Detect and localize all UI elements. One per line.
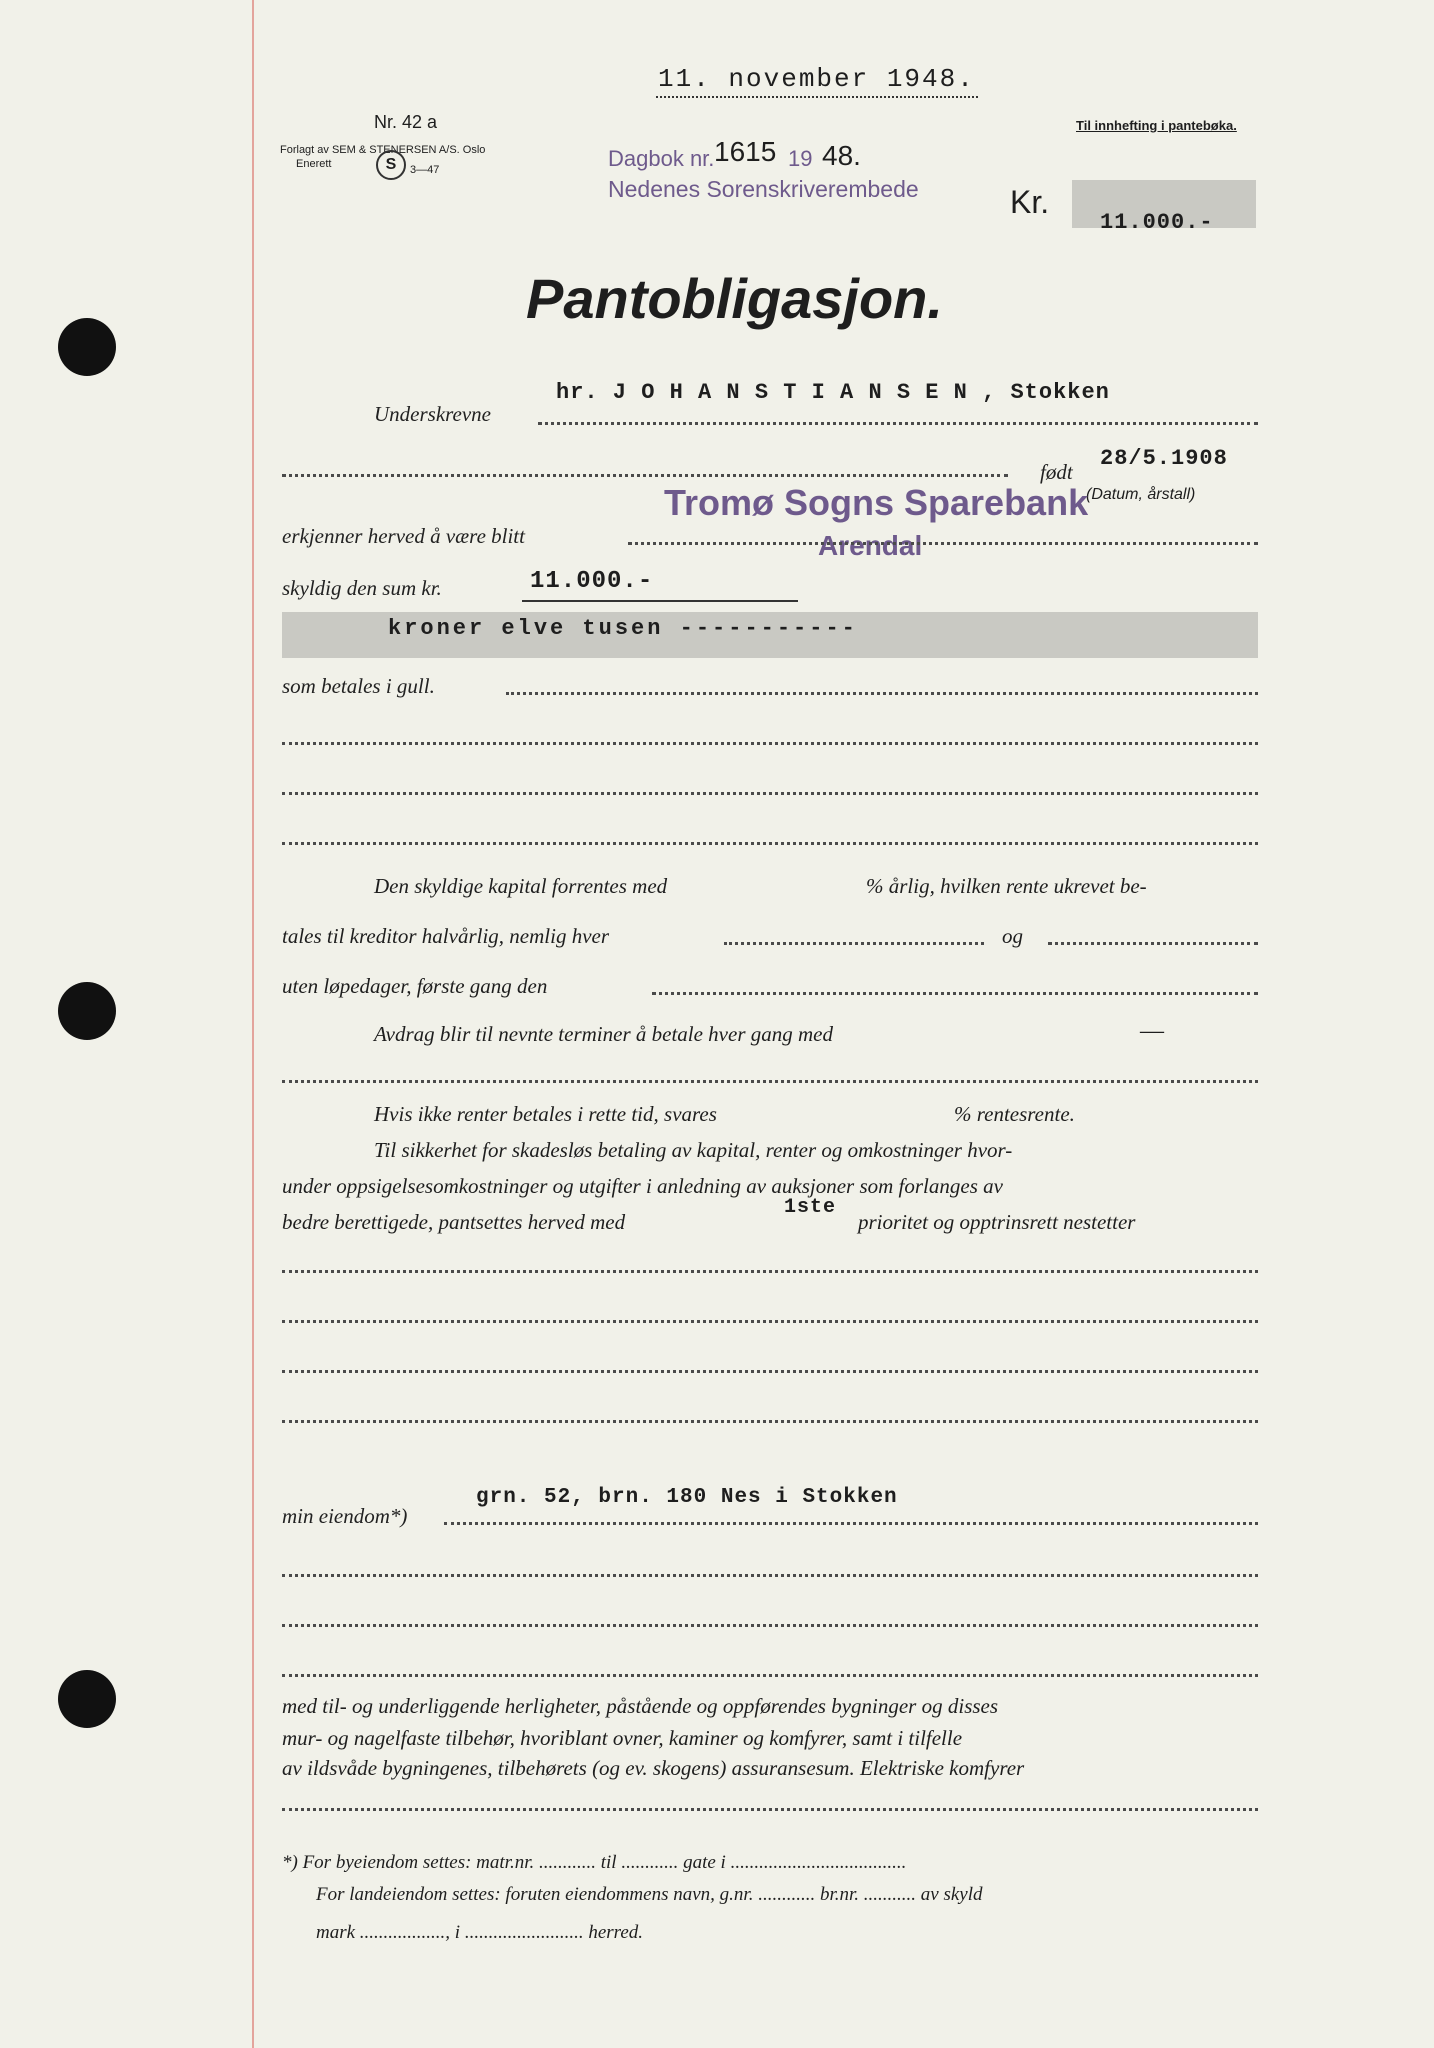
gold-label: som betales i gull. [282, 674, 435, 698]
interest-line-b: % årlig, hvilken rente ukrevet be- [866, 874, 1147, 898]
with-line-1: med til- og underliggende herligheter, påstående og oppførendes bygninger og disses [282, 1694, 999, 1718]
without-dots [652, 992, 1258, 995]
security-line-3b: prioritet og opptrinsrett nestetter [858, 1210, 1136, 1234]
punch-hole-bottom [58, 1670, 116, 1728]
publisher-logo: S [376, 150, 406, 180]
dagbok-number: 1615 [714, 136, 777, 167]
security-blank-1 [282, 1270, 1258, 1273]
install-dots [282, 1080, 1258, 1083]
undersigned-dots [538, 422, 1258, 425]
date-underline [656, 96, 978, 98]
footnote-line-2: For landeiendom settes: foruten eiendommens navn, g.nr. ............ br.nr. ........... av skyld [316, 1884, 983, 1905]
paid-og: og [1002, 924, 1023, 948]
dagbok-label: Dagbok nr. [608, 146, 715, 171]
paid-dots-1 [724, 942, 984, 945]
kr-label: Kr. [1010, 184, 1050, 220]
paid-dots-2 [1048, 942, 1258, 945]
footnote-line-3: mark .................., i ......................... herred. [316, 1922, 644, 1943]
top-right-note: Til innhefting i pantebøka. [1076, 118, 1237, 133]
property-blank-3 [282, 1674, 1258, 1677]
sum-label: skyldig den sum kr. [282, 576, 442, 600]
with-dots [282, 1808, 1258, 1811]
sum-underline [522, 600, 798, 602]
blank-line-2 [282, 792, 1258, 795]
publisher-code: 3—47 [410, 164, 440, 176]
property-blank-1 [282, 1574, 1258, 1577]
property-value: grn. 52, brn. 180 Nes i Stokken [476, 1486, 898, 1509]
property-blank-2 [282, 1624, 1258, 1627]
interest-line-a: Den skyldige kapital forrentes med [374, 874, 668, 898]
form-number: Nr. 42 a [374, 112, 438, 132]
security-line-1: Til sikkerhet for skadesløs betaling av kapital, renter og omkostninger hvor- [374, 1138, 1013, 1162]
page-title: Pantobligasjon. [526, 267, 943, 330]
publisher-line: Forlagt av SEM & STENERSEN A/S. Oslo [280, 144, 486, 156]
born-hint: (Datum, årstall) [1086, 486, 1196, 503]
office-stamp: Nedenes Sorenskriverembede [608, 176, 919, 202]
footnote-line-1: *) For byeiendom settes: matr.nr. ............ til ............ gate i ..................................... [282, 1852, 907, 1873]
with-line-3: av ildsvåde bygningenes, tilbehørets (og ev. skogens) assuransesum. Elektriske komfyrer [282, 1756, 1025, 1780]
install-dash: — [1140, 1018, 1164, 1044]
kr-amount: 11.000.- [1100, 210, 1214, 235]
security-priority: 1ste [784, 1196, 837, 1219]
born-label: født [1040, 460, 1073, 484]
undersigned-value: hr. J O H A N S T I A N S E N , Stokken [556, 380, 1110, 405]
creditor-stamp-city: Arendal [818, 530, 923, 561]
dagbok-year: 48. [822, 140, 861, 171]
property-label: min eiendom*) [282, 1504, 408, 1528]
acknowledge-dots [628, 542, 1258, 545]
install-line: Avdrag blir til nevnte terminer å betale hver gang med [374, 1022, 833, 1046]
words-value: kroner elve tusen ----------- [388, 616, 858, 641]
blank-line-1 [282, 742, 1258, 745]
security-blank-3 [282, 1370, 1258, 1373]
gold-dots [506, 692, 1258, 695]
paid-line: tales til kreditor halvårlig, nemlig hver [282, 924, 610, 948]
punch-hole-middle [58, 982, 116, 1040]
security-line-2: under oppsigelsesomkostninger og utgifter i anledning av auksjoner som forlanges av [282, 1174, 1003, 1198]
security-line-3a: bedre berettigede, pantsettes herved med [282, 1210, 626, 1234]
margin-rule [252, 0, 254, 2048]
born-dots [282, 474, 1008, 477]
security-blank-4 [282, 1420, 1258, 1423]
undersigned-label: Underskrevne [374, 402, 492, 426]
property-dots [444, 1522, 1258, 1525]
overdue-line-a: Hvis ikke renter betales i rette tid, svares [374, 1102, 717, 1126]
overdue-line-b: % rentesrente. [954, 1102, 1075, 1126]
without-line: uten løpedager, første gang den [282, 974, 548, 998]
creditor-stamp-name: Tromø Sogns Sparebank [664, 482, 1089, 523]
dagbok-year-prefix: 19 [788, 146, 813, 171]
blank-line-3 [282, 842, 1258, 845]
punch-hole-top [58, 318, 116, 376]
sum-value: 11.000.- [530, 568, 654, 595]
with-line-2: mur- og nagelfaste tilbehør, hvoriblant ovner, kaminer og komfyrer, samt i tilfelle [282, 1726, 963, 1750]
date-typed: 11. november 1948. [658, 64, 975, 94]
security-blank-2 [282, 1320, 1258, 1323]
born-value: 28/5.1908 [1100, 446, 1228, 471]
publisher-enerett: Enerett [296, 158, 332, 170]
acknowledge-label: erkjenner herved å være blitt [282, 524, 525, 548]
